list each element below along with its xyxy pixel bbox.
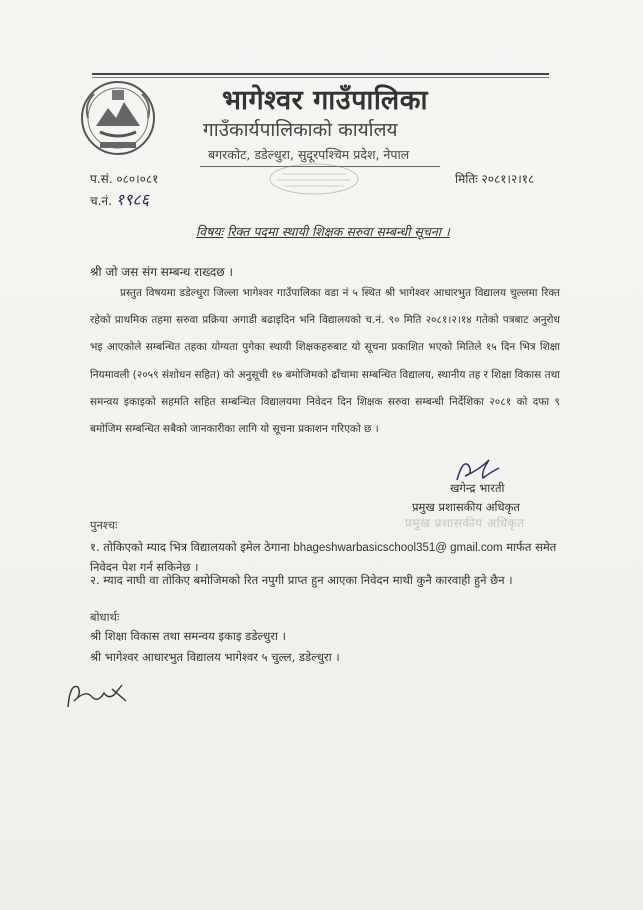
subject-label: विषयः <box>196 224 224 239</box>
signatory-title: प्रमुख प्रशासकीय अधिकृत <box>412 500 520 514</box>
subject-line <box>196 223 450 240</box>
postscript-item-1-prefix: १. तोकिएको म्याद भित्र विद्यालयको इमेल ठेगाना <box>90 540 290 554</box>
dispatch-label: च.नं. <box>90 194 112 208</box>
postscript-item-1-suffix: मार्फत समेत निवेदन पेश गर्न सकिनेछ । <box>90 540 557 574</box>
letter-date: मितिः २०८१।२।१८ <box>455 172 535 186</box>
cc-item-1: श्री शिक्षा विकास तथा समन्वय इकाइ डडेल्धुरा । <box>90 629 286 643</box>
header-rule-thin <box>92 77 549 78</box>
reference-number: प.सं. ०८०।०८१ <box>90 172 159 186</box>
signatory-stamp: प्रमुख प्रशासकीय अधिकृत <box>405 516 525 530</box>
notice-body: प्रस्तुत विषयमा डडेल्धुरा जिल्ला भागेश्वर गाउँपालिका वडा नं ५ स्थित श्री भागेश्वर आधारभुत विद्यालय चुल्लमा रिक्त रहेको प्राथमिक तहमा सरुवा प्रक्रिया अगाडी बढाइदिन भनि विद्यालयको च.नं. ९० मिति २०८१।२।१४ गतेको पत्रबाट अनुरोध भइ आएकोले सम्बन्धित तहका योग्यता पुगेका स्थायी शिक्षकहरुबाट यो सूचना प्रकाशित भएको मितिले १५ दिन भित्र शिक्षा नियमावली (२०५९ संशोधन सहित) को अनुसूची १७ बमोजिमको ढाँचामा सम्बन्धित विद्यालय, स्थानीय तह र शिक्षा विकास तथा समन्वय इकाइको सहमति सहित सम्बन्धित विद्यालयमा निवेदन दिन शिक्षक सरुवा सम्बन्धी निर्देशिका २०८१ को दफा ९ बमोजिम सम्बन्धित सबैको जानकारीका लागि यो सूचना प्रकाशन गरिएको छ । <box>90 287 560 436</box>
nepal-emblem-icon <box>78 78 158 158</box>
office-name: गाउँकार्यपालिकाको कार्यालय <box>203 119 398 141</box>
office-address: बगरकोट, डडेल्धुरा, सुदूरपश्चिम प्रदेश, नेपाल <box>208 147 410 162</box>
initial-signature-icon <box>62 675 132 715</box>
school-email: bhageshwarbasicschool351@ gmail.com <box>293 542 503 554</box>
dispatch-number-value: १९८६ <box>115 190 150 209</box>
postscript-item-1 <box>90 538 560 577</box>
cc-item-2: श्री भागेश्वर आधारभुत विद्यालय भागेश्वर ५ चुल्ल, डडेल्धुरा । <box>90 650 340 664</box>
signatory-name: खगेन्द्र भारती <box>450 481 505 495</box>
subject-text: रिक्त पदमा स्थायी शिक्षक सरुवा सम्बन्धी सूचना । <box>227 224 450 239</box>
organization-name: भागेश्वर गाउँपालिका <box>222 85 428 116</box>
postscript-item-2: २. म्याद नाघी वा तोकिए बमोजिमको रित नपुगी प्राप्त हुन आएका निवेदन माथी कुनै कारवाही हुने छैन । <box>90 573 513 587</box>
office-stamp-icon <box>268 162 360 196</box>
dispatch-number <box>90 188 149 210</box>
cc-label: बोधार्थः <box>90 610 120 624</box>
salutation: श्री जो जस संग सम्बन्ध राख्दछ । <box>90 265 234 279</box>
header-rule <box>92 73 549 75</box>
postscript-label: पुनश्चः <box>90 518 118 532</box>
